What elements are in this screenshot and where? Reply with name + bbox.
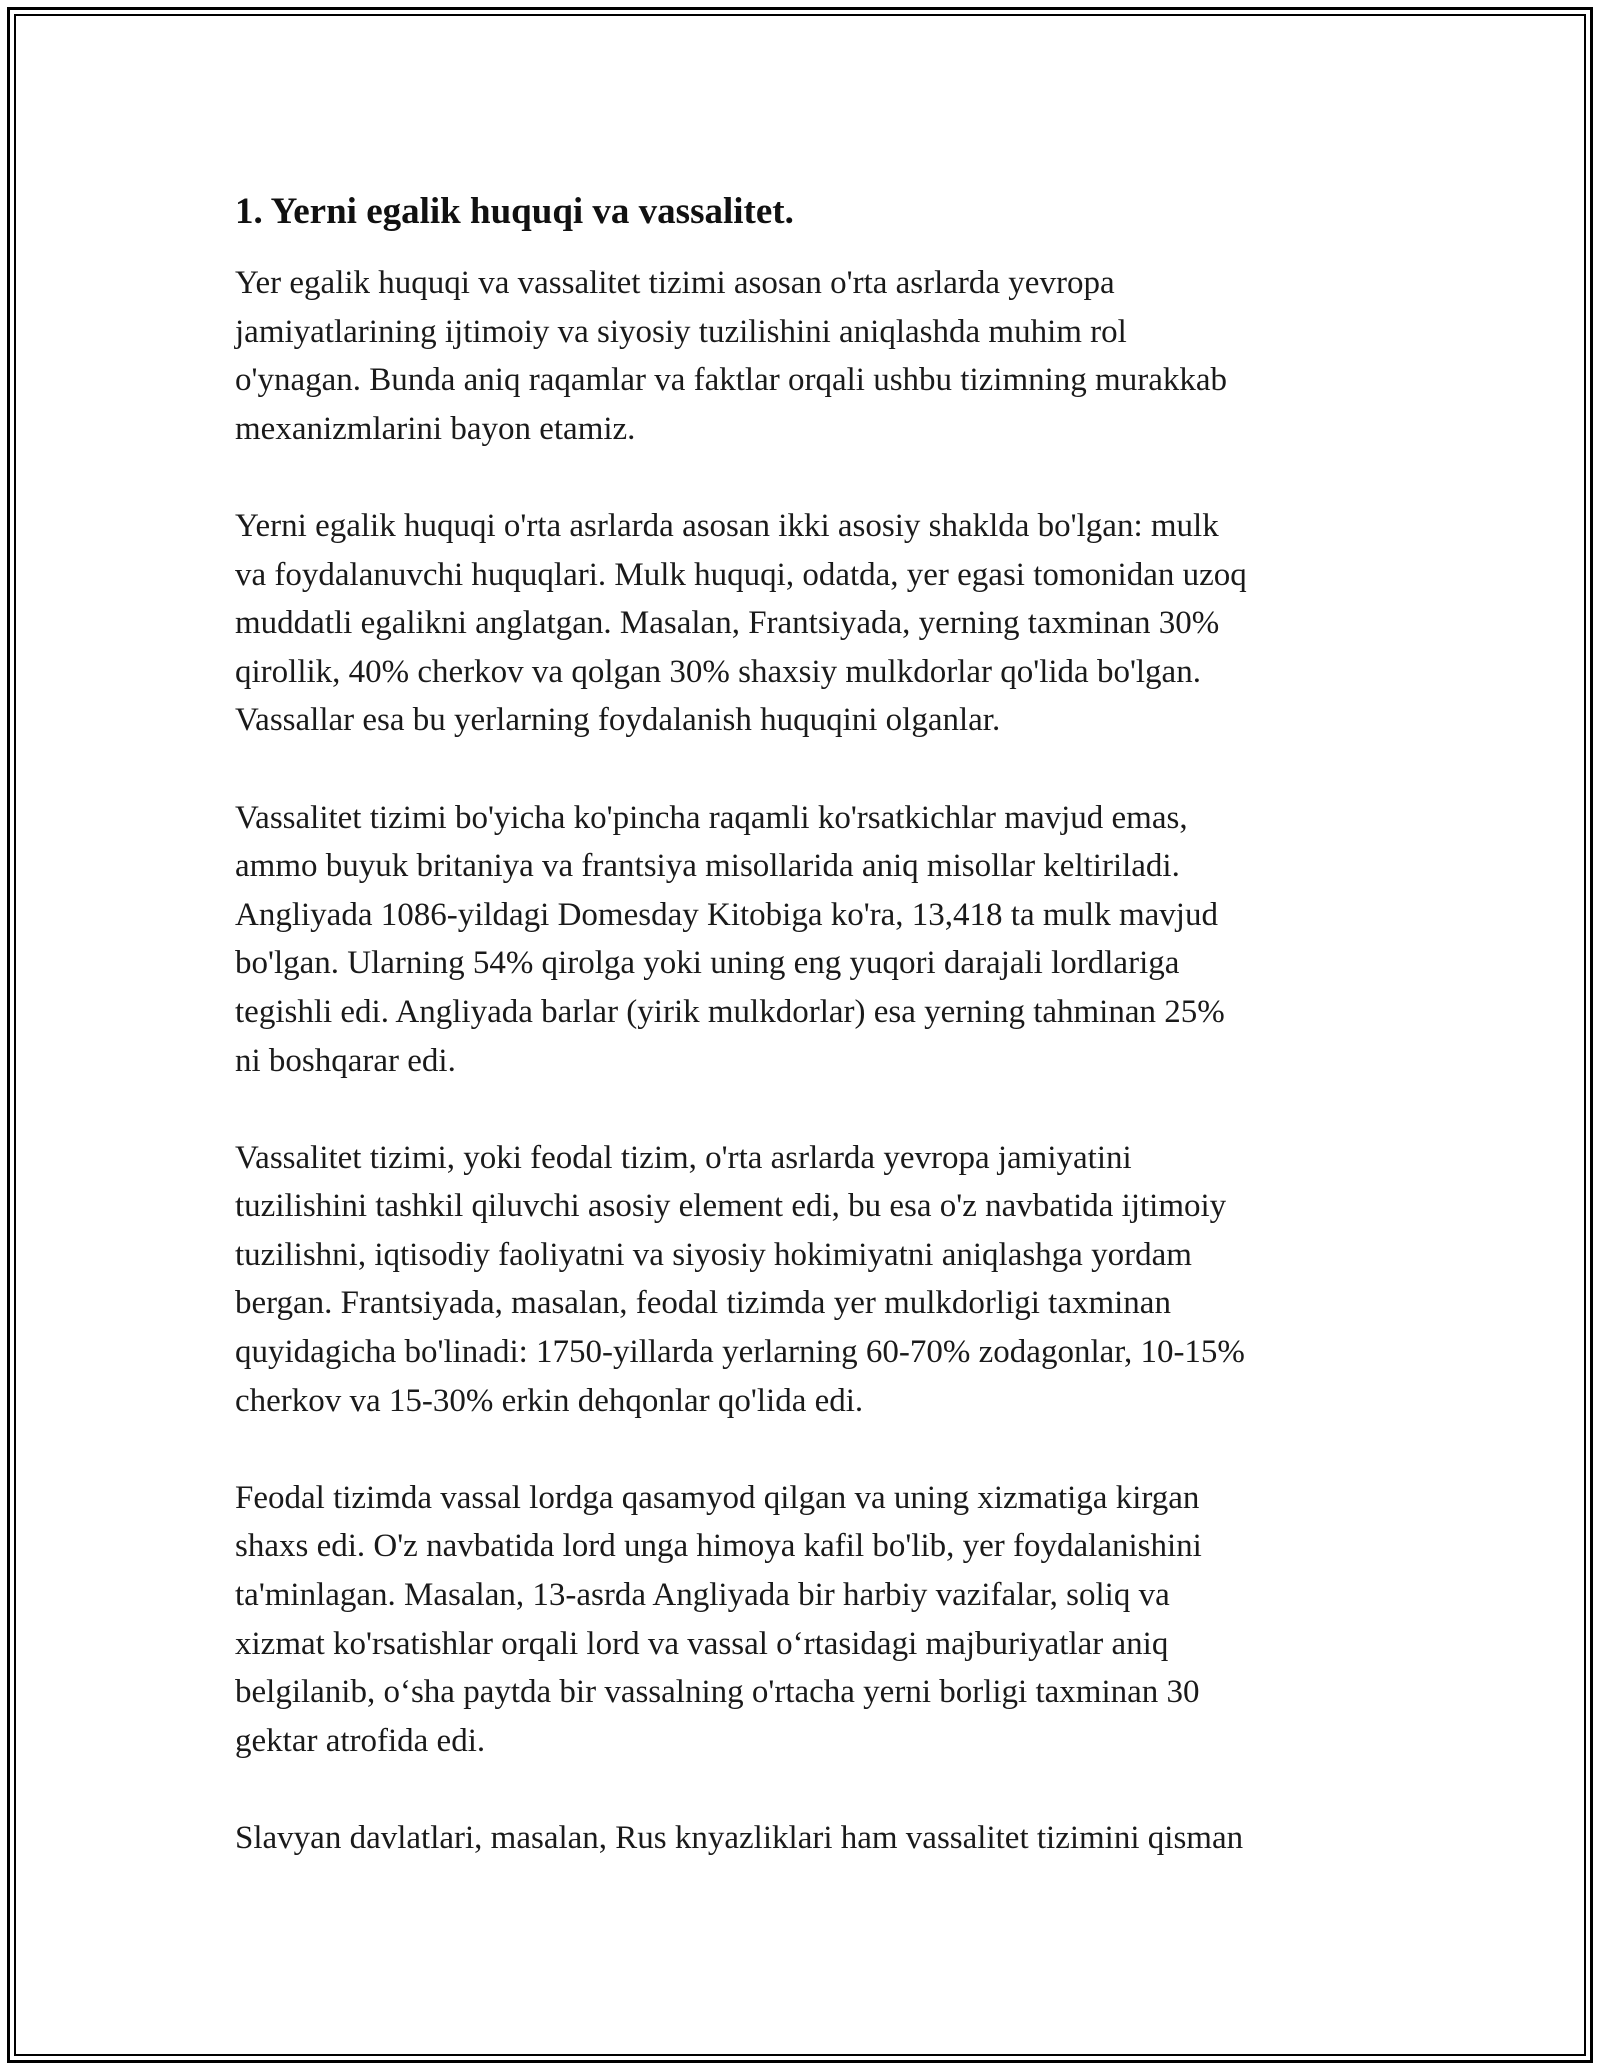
paragraph-line: tegishli edi. Angliyada barlar (yirik mulkdorlar) esa yerning tahminan 25% xyxy=(235,993,1225,1030)
paragraph-line: qirollik, 40% cherkov va qolgan 30% shaxsiy mulkdorlar qo'lida bo'lgan. xyxy=(235,653,1201,690)
paragraph-line: tuzilishni, iqtisodiy faoliyatni va siyosiy hokimiyatni aniqlashga yordam xyxy=(235,1236,1192,1273)
paragraph-line: bo'lgan. Ularning 54% qirolga yoki uning eng yuqori darajali lordlariga xyxy=(235,945,1180,982)
paragraph-3 xyxy=(235,794,1365,1086)
paragraph-line: tuzilishini tashkil qiluvchi asosiy element edi, bu esa o'z navbatida ijtimoiy xyxy=(235,1188,1227,1225)
paragraph-line: Vassallar esa bu yerlarning foydalanish huquqini olganlar. xyxy=(235,702,1001,739)
paragraph-line: cherkov va 15-30% erkin dehqonlar qo'lida edi. xyxy=(235,1382,864,1419)
paragraph-2 xyxy=(235,502,1365,745)
paragraph-line: bergan. Frantsiyada, masalan, feodal tizimda yer mulkdorligi taxminan xyxy=(235,1285,1171,1322)
paragraph-line: ni boshqarar edi. xyxy=(235,1042,456,1079)
paragraph-line: ammo buyuk britaniya va frantsiya misollarida aniq misollar keltiriladi. xyxy=(235,848,1180,885)
paragraph-line: Vassalitet tizimi bo'yicha ko'pincha raqamli ko'rsatkichlar mavjud emas, xyxy=(235,799,1188,836)
paragraph-4 xyxy=(235,1134,1365,1426)
paragraph-line: xizmat ko'rsatishlar orqali lord va vassal o‘rtasidagi majburiyatlar aniq xyxy=(235,1625,1169,1662)
paragraph-line: jamiyatlarining ijtimoiy va siyosiy tuzilishini aniqlashda muhim rol xyxy=(235,313,1127,350)
paragraph-line: Yerni egalik huquqi o'rta asrlarda asosan ikki asosiy shaklda bo'lgan: mulk xyxy=(235,507,1219,544)
paragraph-line: Yer egalik huquqi va vassalitet tizimi asosan o'rta asrlarda yevropa xyxy=(235,265,1115,301)
section-heading: 1. Yerni egalik huquqi va vassalitet. xyxy=(235,191,794,232)
paragraph-line: shaxs edi. O'z navbatida lord unga himoya kafil bo'lib, yer foydalanishini xyxy=(235,1528,1202,1565)
paragraph-line: va foydalanuvchi huquqlari. Mulk huquqi, odatda, yer egasi tomonidan uzoq xyxy=(235,556,1247,593)
paragraph-line: Vassalitet tizimi, yoki feodal tizim, o'rta asrlarda yevropa jamiyatini xyxy=(235,1139,1132,1176)
paragraph-line: Feodal tizimda vassal lordga qasamyod qilgan va uning xizmatiga kirgan xyxy=(235,1479,1200,1516)
paragraph-line: o'ynagan. Bunda aniq raqamlar va faktlar orqali ushbu tizimning murakkab xyxy=(235,362,1227,399)
paragraph-6 xyxy=(235,1814,1365,1863)
paragraph-line: gektar atrofida edi. xyxy=(235,1722,486,1759)
paragraph-line: Angliyada 1086-yildagi Domesday Kitobiga ko'ra, 13,418 ta mulk mavjud xyxy=(235,896,1218,933)
paragraph-line: Slavyan davlatlari, masalan, Rus knyazliklari ham vassalitet tizimini qisman xyxy=(235,1820,1244,1856)
paragraph-line: ta'minlagan. Masalan, 13-asrda Angliyada bir harbiy vazifalar, soliq va xyxy=(235,1577,1170,1614)
paragraph-line: quyidagicha bo'linadi: 1750-yillarda yerlarning 60-70% zodagonlar, 10-15% xyxy=(235,1334,1245,1371)
paragraph-line: mexanizmlarini bayon etamiz. xyxy=(235,410,636,447)
paragraph-1 xyxy=(235,259,1365,453)
document-body xyxy=(235,188,1365,1911)
paragraph-line: belgilanib, o‘sha paytda bir vassalning o'rtacha yerni borligi taxminan 30 xyxy=(235,1674,1200,1711)
paragraph-5 xyxy=(235,1474,1365,1766)
paragraph-line: muddatli egalikni anglatgan. Masalan, Frantsiyada, yerning taxminan 30% xyxy=(235,605,1220,642)
